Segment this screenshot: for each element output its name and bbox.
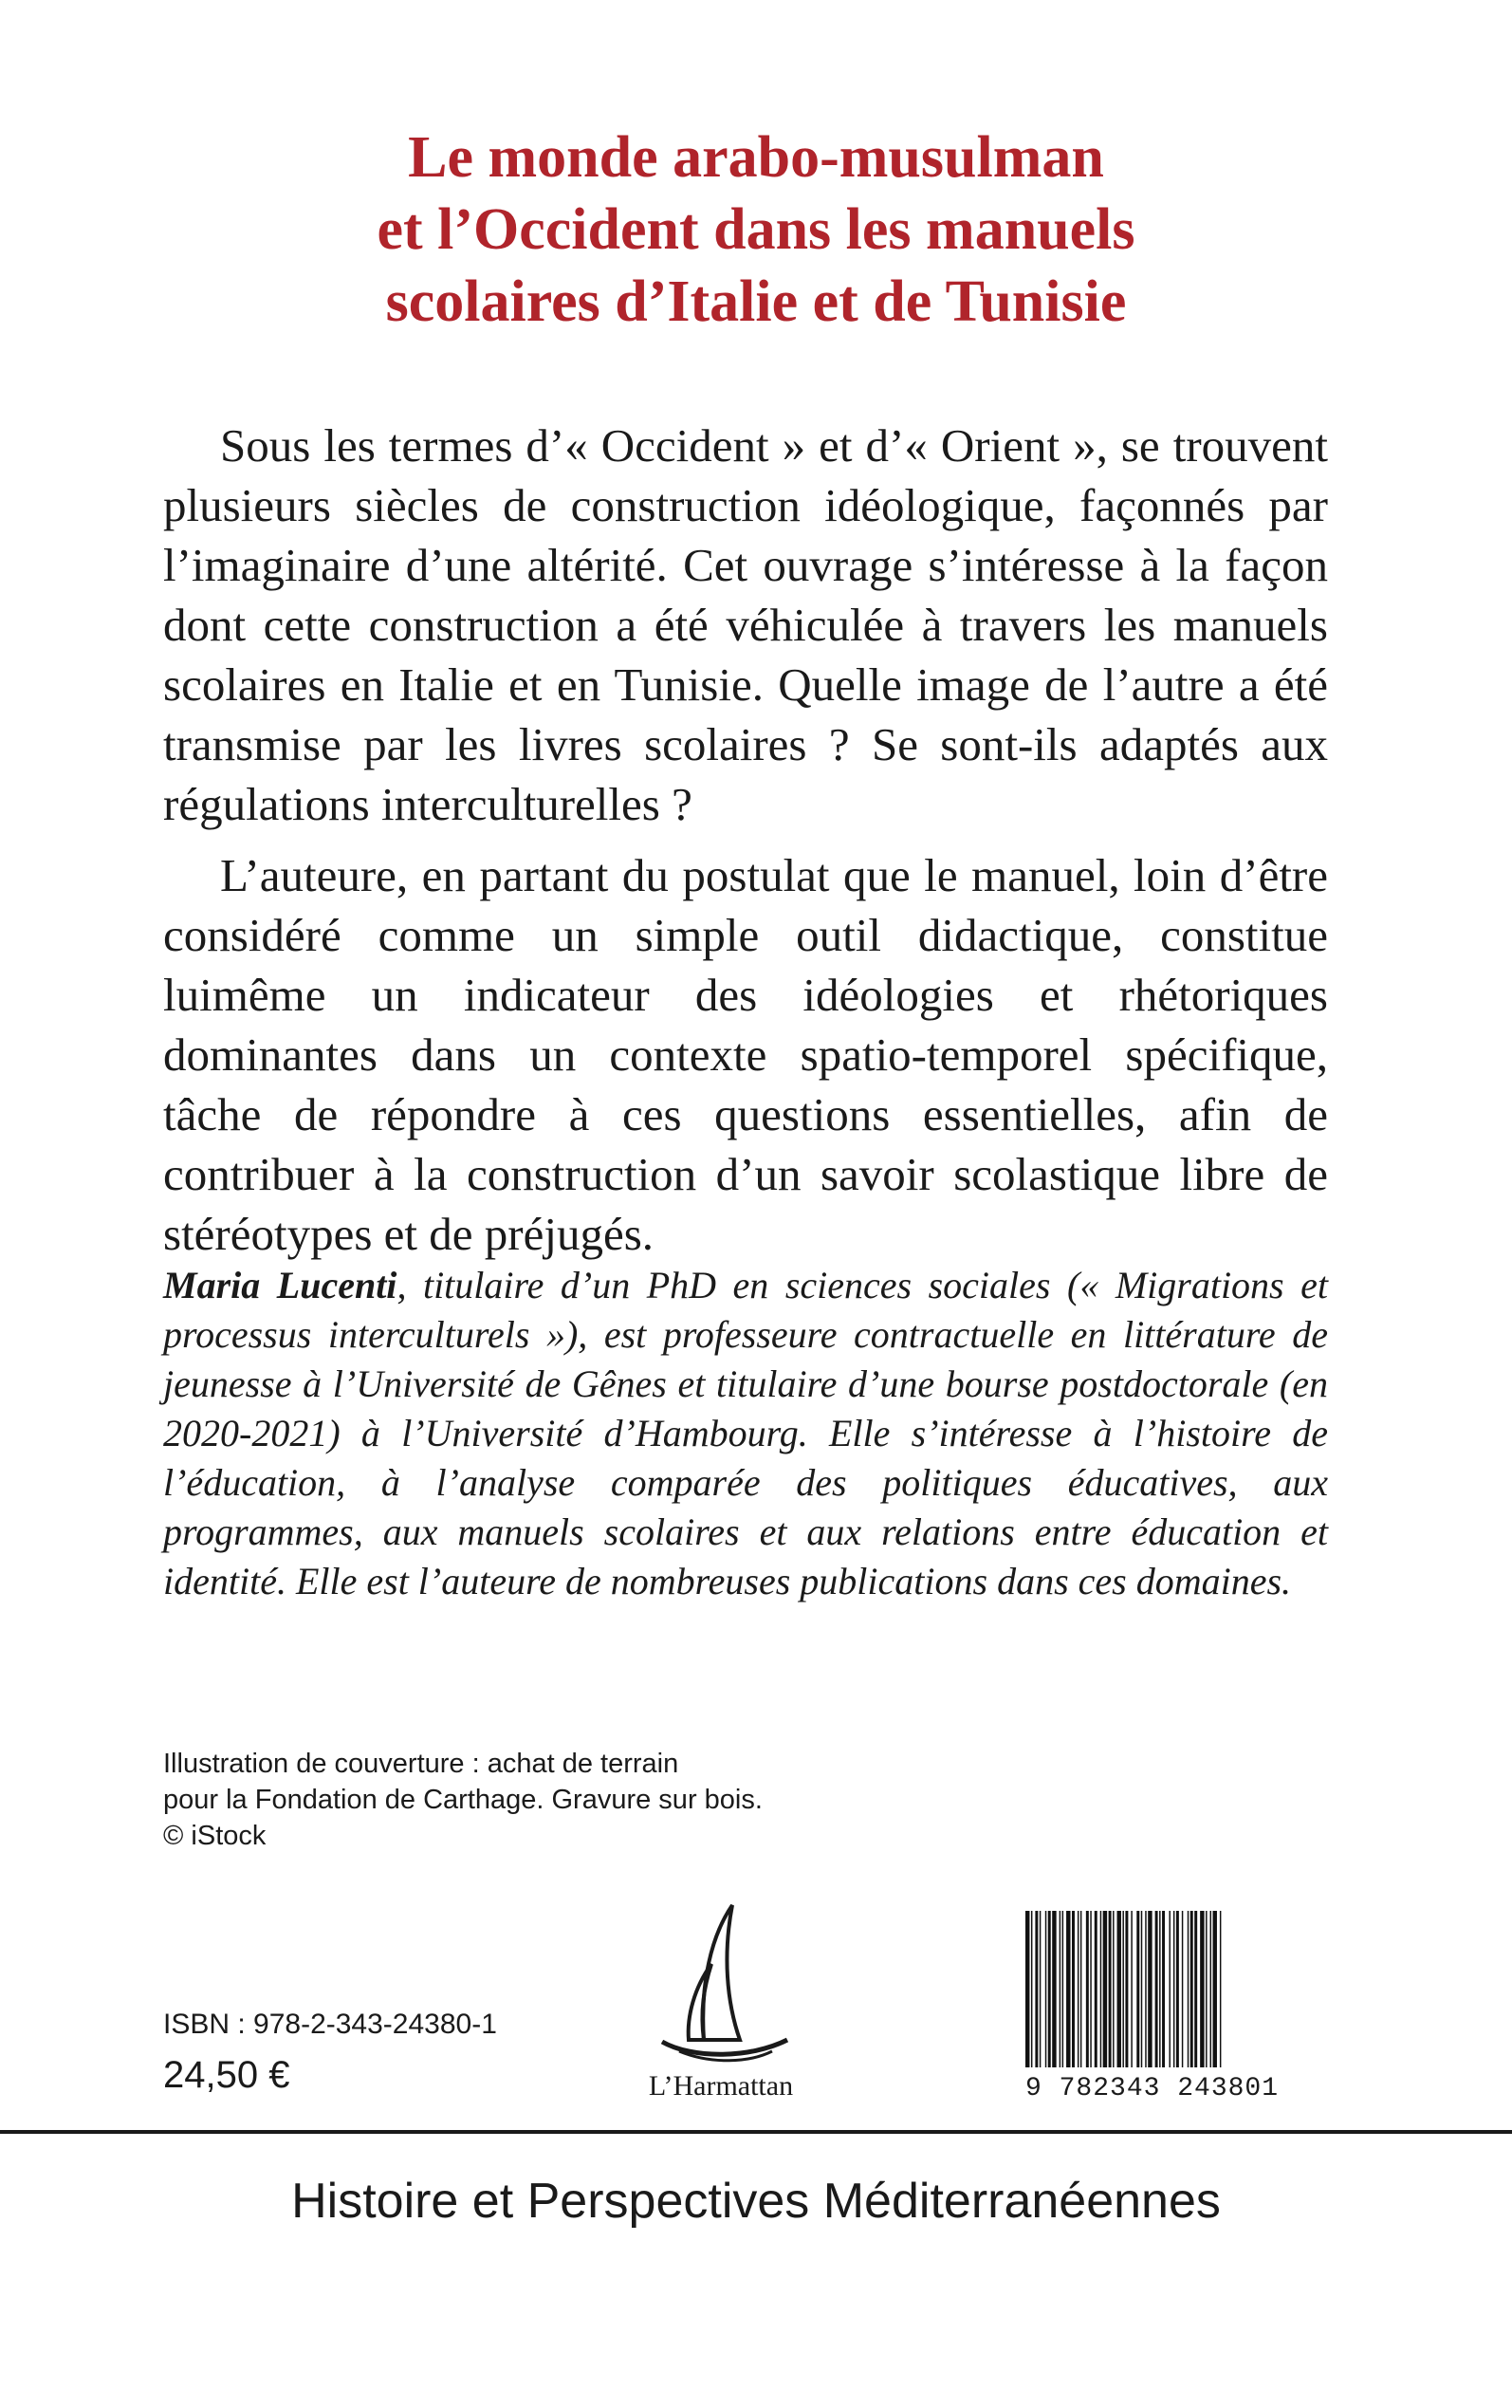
credits-line-2: pour la Fondation de Carthage. Gravure sur bois. — [163, 1785, 763, 1815]
barcode-bar — [1206, 1911, 1207, 2067]
barcode-bar — [1086, 1911, 1089, 2067]
barcode-bar — [1220, 1911, 1221, 2067]
barcode-bar — [1109, 1911, 1112, 2067]
title-line-1: Le monde arabo-musulman — [408, 125, 1104, 190]
publisher-logo — [607, 1898, 835, 2106]
barcode-bar — [1136, 1911, 1139, 2067]
barcode-bar — [1122, 1911, 1123, 2067]
barcode-digits: 9 782343 243801 — [1025, 2074, 1280, 2103]
publisher-name: L’Harmattan — [648, 2070, 794, 2102]
title-line-2: et l’Occident dans les manuels — [377, 197, 1135, 262]
barcode-bar — [1103, 1911, 1107, 2067]
barcode-bar — [1040, 1911, 1041, 2067]
credits-line-1: Illustration de couverture : achat de terrain — [163, 1749, 679, 1779]
barcode-bar — [1090, 1911, 1091, 2067]
barcode-bar — [1052, 1911, 1056, 2067]
barcode-bar — [1131, 1911, 1132, 2067]
barcode-bar — [1066, 1911, 1070, 2067]
book-title — [0, 121, 1512, 338]
barcode-bar — [1031, 1911, 1032, 2067]
barcode-bar — [1200, 1911, 1204, 2067]
divider — [0, 2130, 1512, 2134]
barcode-bar — [1176, 1911, 1179, 2067]
barcode-bar — [1072, 1911, 1075, 2067]
barcode-bar — [1173, 1911, 1174, 2067]
barcode-bar — [1100, 1911, 1101, 2067]
author-bio — [163, 1261, 1328, 1606]
barcode-bar — [1062, 1911, 1063, 2067]
barcode-bar — [1188, 1911, 1189, 2067]
barcode-bar — [1182, 1911, 1183, 2067]
barcode-bar — [1078, 1911, 1079, 2067]
barcode-bar — [1025, 1911, 1029, 2067]
barcode-bar — [1141, 1911, 1142, 2067]
barcode-bar — [1162, 1911, 1165, 2067]
barcode-bar — [1213, 1911, 1217, 2067]
barcode-bar — [1080, 1911, 1081, 2067]
barcode-bar — [1035, 1911, 1038, 2067]
barcode — [1025, 1911, 1325, 2110]
barcode-bar — [1117, 1911, 1121, 2067]
barcode-bar — [1210, 1911, 1211, 2067]
barcode-bar — [1125, 1911, 1128, 2067]
summary-paragraph-2: L’auteure, en partant du postulat que le manuel, loin d’être considéré comme un simple outil didactique, constitue luimême un indicateur des idéologies et rhétoriques dominantes dans un contexte spatio-temporel spécifique, tâche de répondre à ces questions essentielles, afin de contribuer à la construction d’un savoir scolastique libre de stéréotypes et de préjugés. — [163, 849, 1328, 1260]
barcode-bar — [1095, 1911, 1097, 2067]
sailboat-icon — [645, 1898, 797, 2068]
barcode-bars — [1025, 1911, 1325, 2072]
barcode-bar — [1113, 1911, 1114, 2067]
barcode-bar — [1148, 1911, 1152, 2067]
price: 24,50 € — [163, 2054, 290, 2096]
barcode-bar — [1155, 1911, 1158, 2067]
author-name: Maria Lucenti — [163, 1264, 397, 1306]
barcode-bar — [1169, 1911, 1170, 2067]
author-bio-text: , titulaire d’un PhD en sciences sociales (« Migrations et processus interculturels »), est professeure contractuelle en littérature de jeunesse à l’Université de Gênes et titulaire d’une bourse postdoctorale (en 2020-2021) à l’Université d’Hambourg. Elle s’intéresse à l’histoire de l’éducation, à l’analyse comparée des politiques éducatives, aux programmes, aux manuels scolaires et aux relations entre éducation et identité. Elle est l’auteure de nombreuses publications dans ces domaines. — [163, 1264, 1329, 1602]
barcode-bar — [1194, 1911, 1197, 2067]
barcode-bar — [1145, 1911, 1146, 2067]
title-line-3: scolaires d’Italie et de Tunisie — [385, 269, 1127, 334]
barcode-bar — [1045, 1911, 1046, 2067]
barcode-bar — [1048, 1911, 1051, 2067]
credits-line-3: © iStock — [163, 1821, 267, 1851]
barcode-bar — [1190, 1911, 1193, 2067]
cover-credits — [163, 1746, 1112, 1854]
summary-paragraph-1: Sous les termes d’« Occident » et d’« Orient », se trouvent plusieurs siècles de construction idéologique, façonnés par l’imaginaire d’une altérité. Cet ouvrage s’intéresse à la façon dont cette construction a été véhiculée à travers les manuels scolaires en Italie et en Tunisie. Quelle image de l’autre a été transmise par les livres scolaires ? Se sont-ils adaptés aux régulations interculturelles ? — [163, 419, 1328, 830]
book-summary — [163, 416, 1328, 1264]
barcode-bar — [1159, 1911, 1160, 2067]
collection-name: Histoire et Perspectives Méditerranéennes — [291, 2174, 1221, 2229]
isbn: ISBN : 978-2-343-24380-1 — [163, 2009, 497, 2040]
